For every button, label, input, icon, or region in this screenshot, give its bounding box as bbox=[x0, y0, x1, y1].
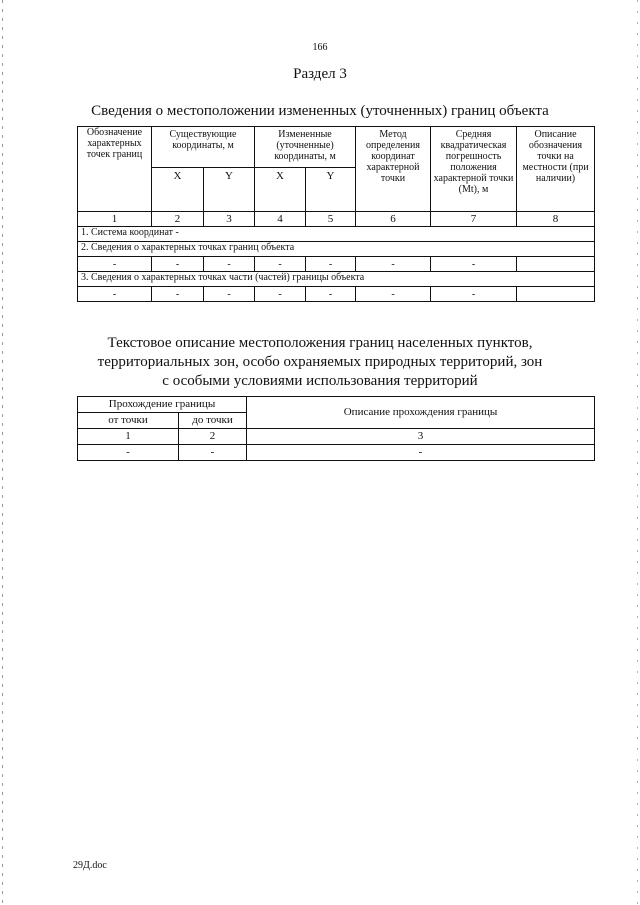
header-boundary-passage: Прохождение границы bbox=[78, 397, 247, 413]
column-number: 1 bbox=[78, 429, 179, 445]
boundary-points-table bbox=[77, 126, 595, 302]
table-cell bbox=[517, 257, 595, 272]
part-boundary-points-section-row bbox=[78, 272, 595, 287]
table-cell: - bbox=[204, 257, 255, 272]
table-cell: - bbox=[356, 287, 431, 302]
table1-header-row bbox=[78, 127, 595, 168]
column-number: 8 bbox=[517, 212, 595, 227]
header-existing-y: Y bbox=[204, 168, 255, 212]
footer-filename: 29Д.doc bbox=[73, 860, 107, 871]
table2-column-numbers bbox=[78, 429, 595, 445]
boundary-points-section-label: 2. Сведения о характерных точках границ объекта bbox=[78, 242, 595, 257]
column-number: 7 bbox=[431, 212, 517, 227]
header-changed-coordinates: Измененные (уточненные) координаты, м bbox=[255, 127, 356, 168]
header-to-point: до точки bbox=[179, 413, 247, 429]
coordinate-system-label: 1. Система координат - bbox=[78, 227, 595, 242]
table-cell: - bbox=[78, 257, 152, 272]
table1-title: Сведения о местоположении измененных (уточненных) границ объекта bbox=[91, 103, 549, 119]
table-row bbox=[78, 257, 595, 272]
table-cell: - bbox=[152, 287, 204, 302]
column-number: 6 bbox=[356, 212, 431, 227]
column-number: 3 bbox=[204, 212, 255, 227]
scan-edge-left bbox=[2, 0, 3, 905]
table-row bbox=[78, 445, 595, 461]
table2-title bbox=[0, 334, 640, 391]
header-description: Описание обозначения точки на местности (при наличии) bbox=[517, 127, 595, 212]
scan-edge-right bbox=[637, 0, 638, 905]
boundary-description-table bbox=[77, 396, 595, 461]
boundary-points-section-row bbox=[78, 242, 595, 257]
table-cell: - bbox=[255, 257, 306, 272]
table-cell: - bbox=[78, 445, 179, 461]
table-cell: - bbox=[306, 287, 356, 302]
table-cell: - bbox=[306, 257, 356, 272]
table-cell bbox=[517, 287, 595, 302]
column-number: 2 bbox=[179, 429, 247, 445]
coordinate-system-row bbox=[78, 227, 595, 242]
header-method: Метод определения координат характерной точки bbox=[356, 127, 431, 212]
table-cell: - bbox=[255, 287, 306, 302]
column-number: 1 bbox=[78, 212, 152, 227]
table-cell: - bbox=[431, 287, 517, 302]
column-number: 4 bbox=[255, 212, 306, 227]
table-cell: - bbox=[152, 257, 204, 272]
table-row bbox=[78, 287, 595, 302]
header-from-point: от точки bbox=[78, 413, 179, 429]
header-existing-x: X bbox=[152, 168, 204, 212]
table2-title-line: территориальных зон, особо охраняемых природных территорий, зон bbox=[97, 354, 543, 370]
table1-column-numbers bbox=[78, 212, 595, 227]
table-cell: - bbox=[247, 445, 595, 461]
table-cell: - bbox=[356, 257, 431, 272]
column-number: 5 bbox=[306, 212, 356, 227]
table2-header-row bbox=[78, 397, 595, 413]
header-point-designation: Обозначение характерных точек границ bbox=[78, 127, 152, 212]
header-accuracy: Средняя квадратическая погрешность положения характерной точки (Mt), м bbox=[431, 127, 517, 212]
page-number: 166 bbox=[312, 42, 328, 53]
section-title: Раздел 3 bbox=[293, 66, 347, 82]
header-existing-coordinates: Существующие координаты, м bbox=[152, 127, 255, 168]
header-changed-x: X bbox=[255, 168, 306, 212]
column-number: 2 bbox=[152, 212, 204, 227]
header-changed-y: Y bbox=[306, 168, 356, 212]
column-number: 3 bbox=[247, 429, 595, 445]
table-cell: - bbox=[204, 287, 255, 302]
part-boundary-points-section-label: 3. Сведения о характерных точках части (частей) границы объекта bbox=[78, 272, 595, 287]
table-cell: - bbox=[431, 257, 517, 272]
table-cell: - bbox=[78, 287, 152, 302]
table2-title-line: с особыми условиями использования территорий bbox=[162, 373, 478, 389]
table2-title-line: Текстовое описание местоположения границ населенных пунктов, bbox=[107, 335, 533, 351]
table-cell: - bbox=[179, 445, 247, 461]
header-passage-description: Описание прохождения границы bbox=[247, 397, 595, 429]
